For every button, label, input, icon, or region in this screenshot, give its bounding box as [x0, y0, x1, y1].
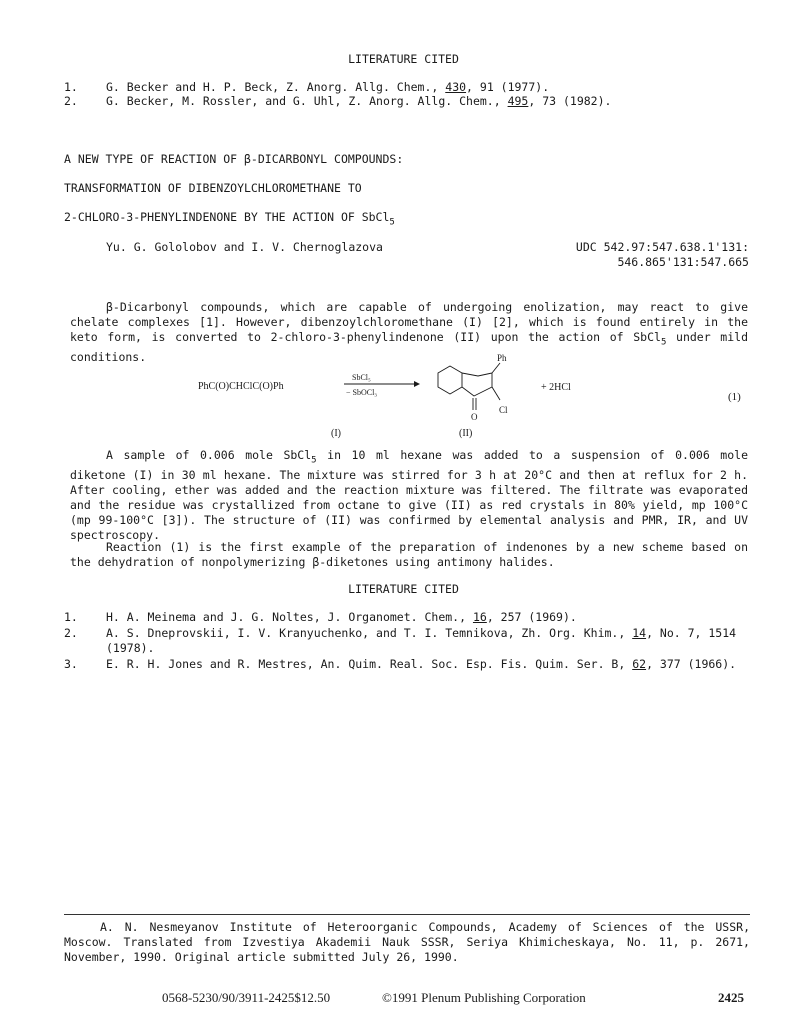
reagent-bottom: − SbOCl₃ [346, 388, 378, 397]
subscript: 5 [660, 337, 667, 348]
footer-code: 0568-5230/90/3911-2425$12.50 [162, 990, 331, 1005]
cl-bond [492, 387, 500, 400]
ph-bond [492, 363, 500, 373]
ref-number: 2. [64, 626, 78, 640]
indenone-structure [438, 363, 500, 410]
reagent-top: SbCl₅ [352, 373, 371, 382]
title-text: 2-CHLORO-3-PHENYLINDENONE BY THE ACTION OF SbCl [64, 210, 390, 224]
ref-number: 3. [64, 657, 78, 671]
c3-bond [462, 373, 492, 376]
ref-number: 1. [64, 80, 78, 94]
ref-text-end: , 73 (1982). [528, 94, 612, 108]
title-subscript: 5 [389, 217, 395, 228]
footnote-rule [64, 914, 750, 915]
ref-text: G. Becker and H. P. Beck, Z. Anorg. Allg. Chem., [106, 80, 446, 94]
subscript: 5 [311, 455, 317, 466]
bottom-lit-heading: LITERATURE CITED [348, 582, 459, 596]
article-title-line-2: TRANSFORMATION OF DIBENZOYLCHLOROMETHANE TO [64, 181, 362, 195]
ref-number: 1. [64, 610, 78, 624]
ref-volume: 16 [472, 610, 487, 624]
ref-text-end: , 377 (1966). [646, 657, 737, 671]
ref-text-end: , No. 7, 1514 (1978). [106, 626, 737, 655]
article-authors: Yu. G. Gololobov and I. V. Chernoglazova [106, 240, 383, 254]
reactant-formula: PhC(O)CHClC(O)Ph [198, 381, 284, 392]
udc-code-line-1: UDC 542.97:547.638.1'131: [575, 240, 749, 254]
footer-copyright: ©1991 Plenum Publishing Corporation [382, 990, 586, 1005]
paragraph-text: β-Dicarbonyl compounds, which are capable of undergoing enolization, may react to give chelate complexes [1]. However, dibenzoylchloromethane (I) [2], which is found entirely in the keto form, is converted to 2-chloro-3-phenylindenone (II) upon the action of SbCl [70, 300, 748, 344]
ref-volume: 62 [632, 657, 647, 671]
footnote: A. N. Nesmeyanov Institute of Heteroorganic Compounds, Academy of Sciences of the USSR, Moscow. Translated from Izvestiya Akademii Nauk SSSR, Seriya Khimicheskaya, No. 11, p. 2671, November, 1990. Original article submitted July 26, 1990. [64, 920, 750, 964]
equation-number: (1) [728, 391, 741, 403]
oxygen-label: O [471, 412, 478, 422]
top-lit-heading: LITERATURE CITED [348, 52, 459, 66]
article-title-line-1: A NEW TYPE OF REACTION OF β-DICARBONYL COMPOUNDS: [64, 152, 404, 166]
reaction-scheme [0, 0, 807, 450]
chloro-label: Cl [499, 405, 508, 415]
arrow-head-icon [414, 381, 420, 387]
page-number: 2425 [718, 990, 744, 1005]
ref-text: A. S. Dneprovskii, I. V. Kranyuchenko, and T. I. Temnikova, Zh. Org. Khim., [106, 626, 633, 640]
ref-volume: 14 [632, 626, 647, 640]
benzene-ring [438, 366, 462, 394]
ref-text-end: , 91 (1977). [466, 80, 550, 94]
udc-code-line-2: 546.865'131:547.665 [617, 255, 749, 269]
paragraph-text-end: in 10 ml hexane was added to a suspension of 0.006 mole diketone (I) in 30 ml hexane. The mixture was stirred for 3 h at 20°C and then at reflux for 2 h. After cooling, ether was added and the reaction mixture was filtered. The filtrate was evaporated and the residue was crystallized from octane to give (II) as red crystals in 80% yield, mp 100°C (mp 99-100°C [3]). The structure of (II) was confirmed by elemental analysis and PMR, IR, and UV spectroscopy. [70, 448, 748, 543]
label-compound-ii: (II) [459, 428, 473, 439]
ref-text-end: , 257 (1969). [486, 610, 577, 624]
ref-number: 2. [64, 94, 78, 108]
phenyl-label: Ph [497, 353, 507, 363]
ref-text: E. R. H. Jones and R. Mestres, An. Quim. Real. Soc. Esp. Fis. Quim. Ser. B, [106, 657, 633, 671]
paragraph-text: A sample of 0.006 mole SbCl [106, 448, 312, 462]
c1-bond [462, 387, 492, 396]
ref-text: H. A. Meinema and J. G. Noltes, J. Organomet. Chem., [106, 610, 473, 624]
ref-volume: 430 [445, 80, 467, 94]
paragraph-text-end: under mild conditions. [70, 330, 748, 365]
paragraph-conclusion: Reaction (1) is the first example of the preparation of indenones by a new scheme based on the dehydration of nonpolymerizing β-diketones using antimony halides. [70, 540, 748, 569]
ref-volume: 495 [507, 94, 529, 108]
byproduct-hcl: + 2HCl [541, 382, 571, 393]
paragraph-experimental [70, 448, 748, 543]
ref-text: G. Becker, M. Rossler, and G. Uhl, Z. Anorg. Allg. Chem., [106, 94, 508, 108]
label-compound-i: (I) [331, 428, 341, 439]
